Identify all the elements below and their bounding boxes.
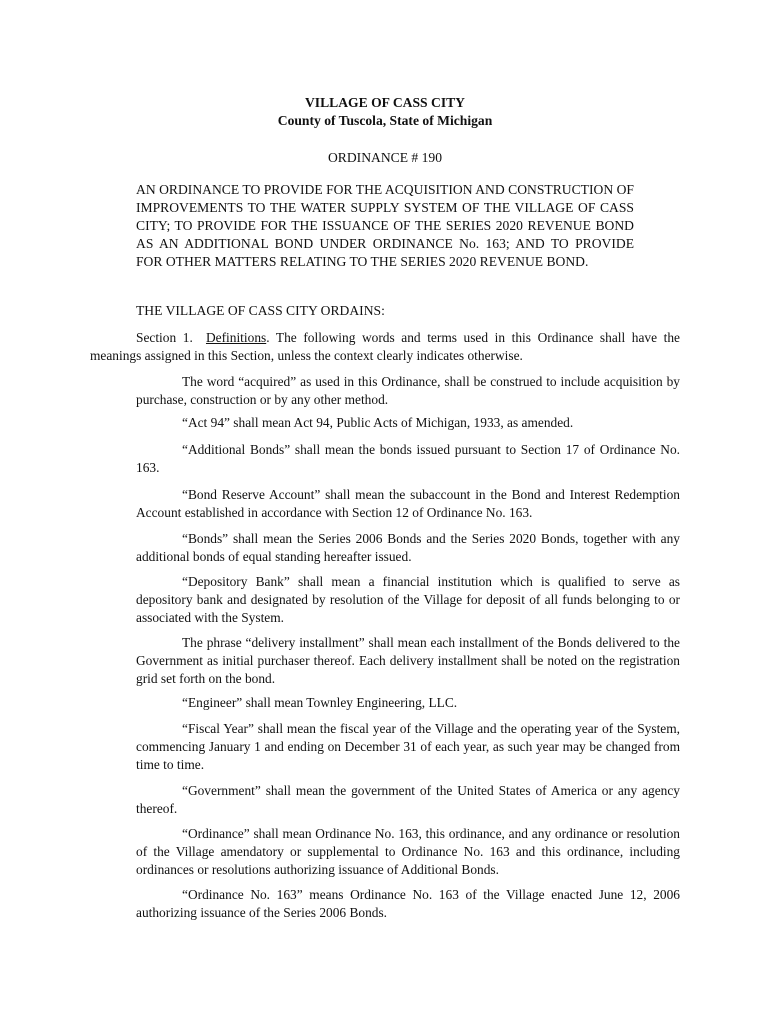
- ordinance-number: ORDINANCE # 190: [327, 150, 443, 165]
- ordains-clause: THE VILLAGE OF CASS CITY ORDAINS:: [136, 303, 385, 318]
- definition-engineer: “Engineer” shall mean Townley Engineering, LLC.: [182, 695, 458, 710]
- definition-acquired: The word “acquired” as used in this Ordinance, shall be construed to include acquisition by purchase, construction or by any other method.: [136, 374, 680, 407]
- definition-government: “Government” shall mean the government of the United States of America or any agency thereof.: [136, 783, 680, 816]
- definition-delivery-installment: The phrase “delivery installment” shall mean each installment of the Bonds delivered to the Government as initial purchaser thereof. Each delivery installment shall be noted on the registration grid set forth on the bond.: [136, 635, 680, 686]
- definition-bond-reserve-account: “Bond Reserve Account” shall mean the subaccount in the Bond and Interest Redemption Account established in accordance with Section 12 of Ordinance No. 163.: [136, 487, 680, 520]
- section-heading: Definitions: [205, 330, 267, 345]
- section-text: . The following words and terms used in this Ordinance shall have the meanings assigned in this Section, unless the context clearly indicates otherwise.: [90, 330, 681, 363]
- definition-act-94: “Act 94” shall mean Act 94, Public Acts of Michigan, 1933, as amended.: [182, 415, 574, 430]
- section-1-paragraph: [90, 329, 680, 365]
- definition-fiscal-year: “Fiscal Year” shall mean the fiscal year of the Village and the operating year of the System, commencing January 1 and ending on December 31 of each year, as such year may be changed from time to time.: [136, 721, 680, 772]
- definition-additional-bonds: “Additional Bonds” shall mean the bonds issued pursuant to Section 17 of Ordinance No. 163.: [136, 442, 680, 475]
- county-heading: County of Tuscola, State of Michigan: [277, 113, 493, 128]
- definition-ordinance-no-163: “Ordinance No. 163” means Ordinance No. 163 of the Village enacted June 12, 2006 authorizing issuance of the Series 2006 Bonds.: [136, 887, 680, 920]
- definition-ordinance: “Ordinance” shall mean Ordinance No. 163, this ordinance, and any ordinance or resolution of the Village amendatory or supplemental to Ordinance No. 163 and this ordinance, including ordinances or resolutions authorizing issuance of Additional Bonds.: [136, 826, 680, 877]
- village-heading: VILLAGE OF CASS CITY: [304, 95, 465, 110]
- section-number: Section 1.: [136, 330, 193, 345]
- definition-depository-bank: “Depository Bank” shall mean a financial institution which is qualified to serve as depository bank and designated by resolution of the Village for deposit of all funds belonging to or associated with the System.: [136, 574, 680, 625]
- ordinance-title: AN ORDINANCE TO PROVIDE FOR THE ACQUISITION AND CONSTRUCTION OF IMPROVEMENTS TO THE WATER SUPPLY SYSTEM OF THE VILLAGE OF CASS CITY; TO PROVIDE FOR THE ISSUANCE OF THE SERIES 2020 REVENUE BOND AS AN ADDITIONAL BOND UNDER ORDINANCE No. 163; AND TO PROVIDE FOR OTHER MATTERS RELATING TO THE SERIES 2020 REVENUE BOND.: [136, 182, 634, 269]
- definition-bonds: “Bonds” shall mean the Series 2006 Bonds and the Series 2020 Bonds, together with any additional bonds of equal standing hereafter issued.: [136, 531, 680, 564]
